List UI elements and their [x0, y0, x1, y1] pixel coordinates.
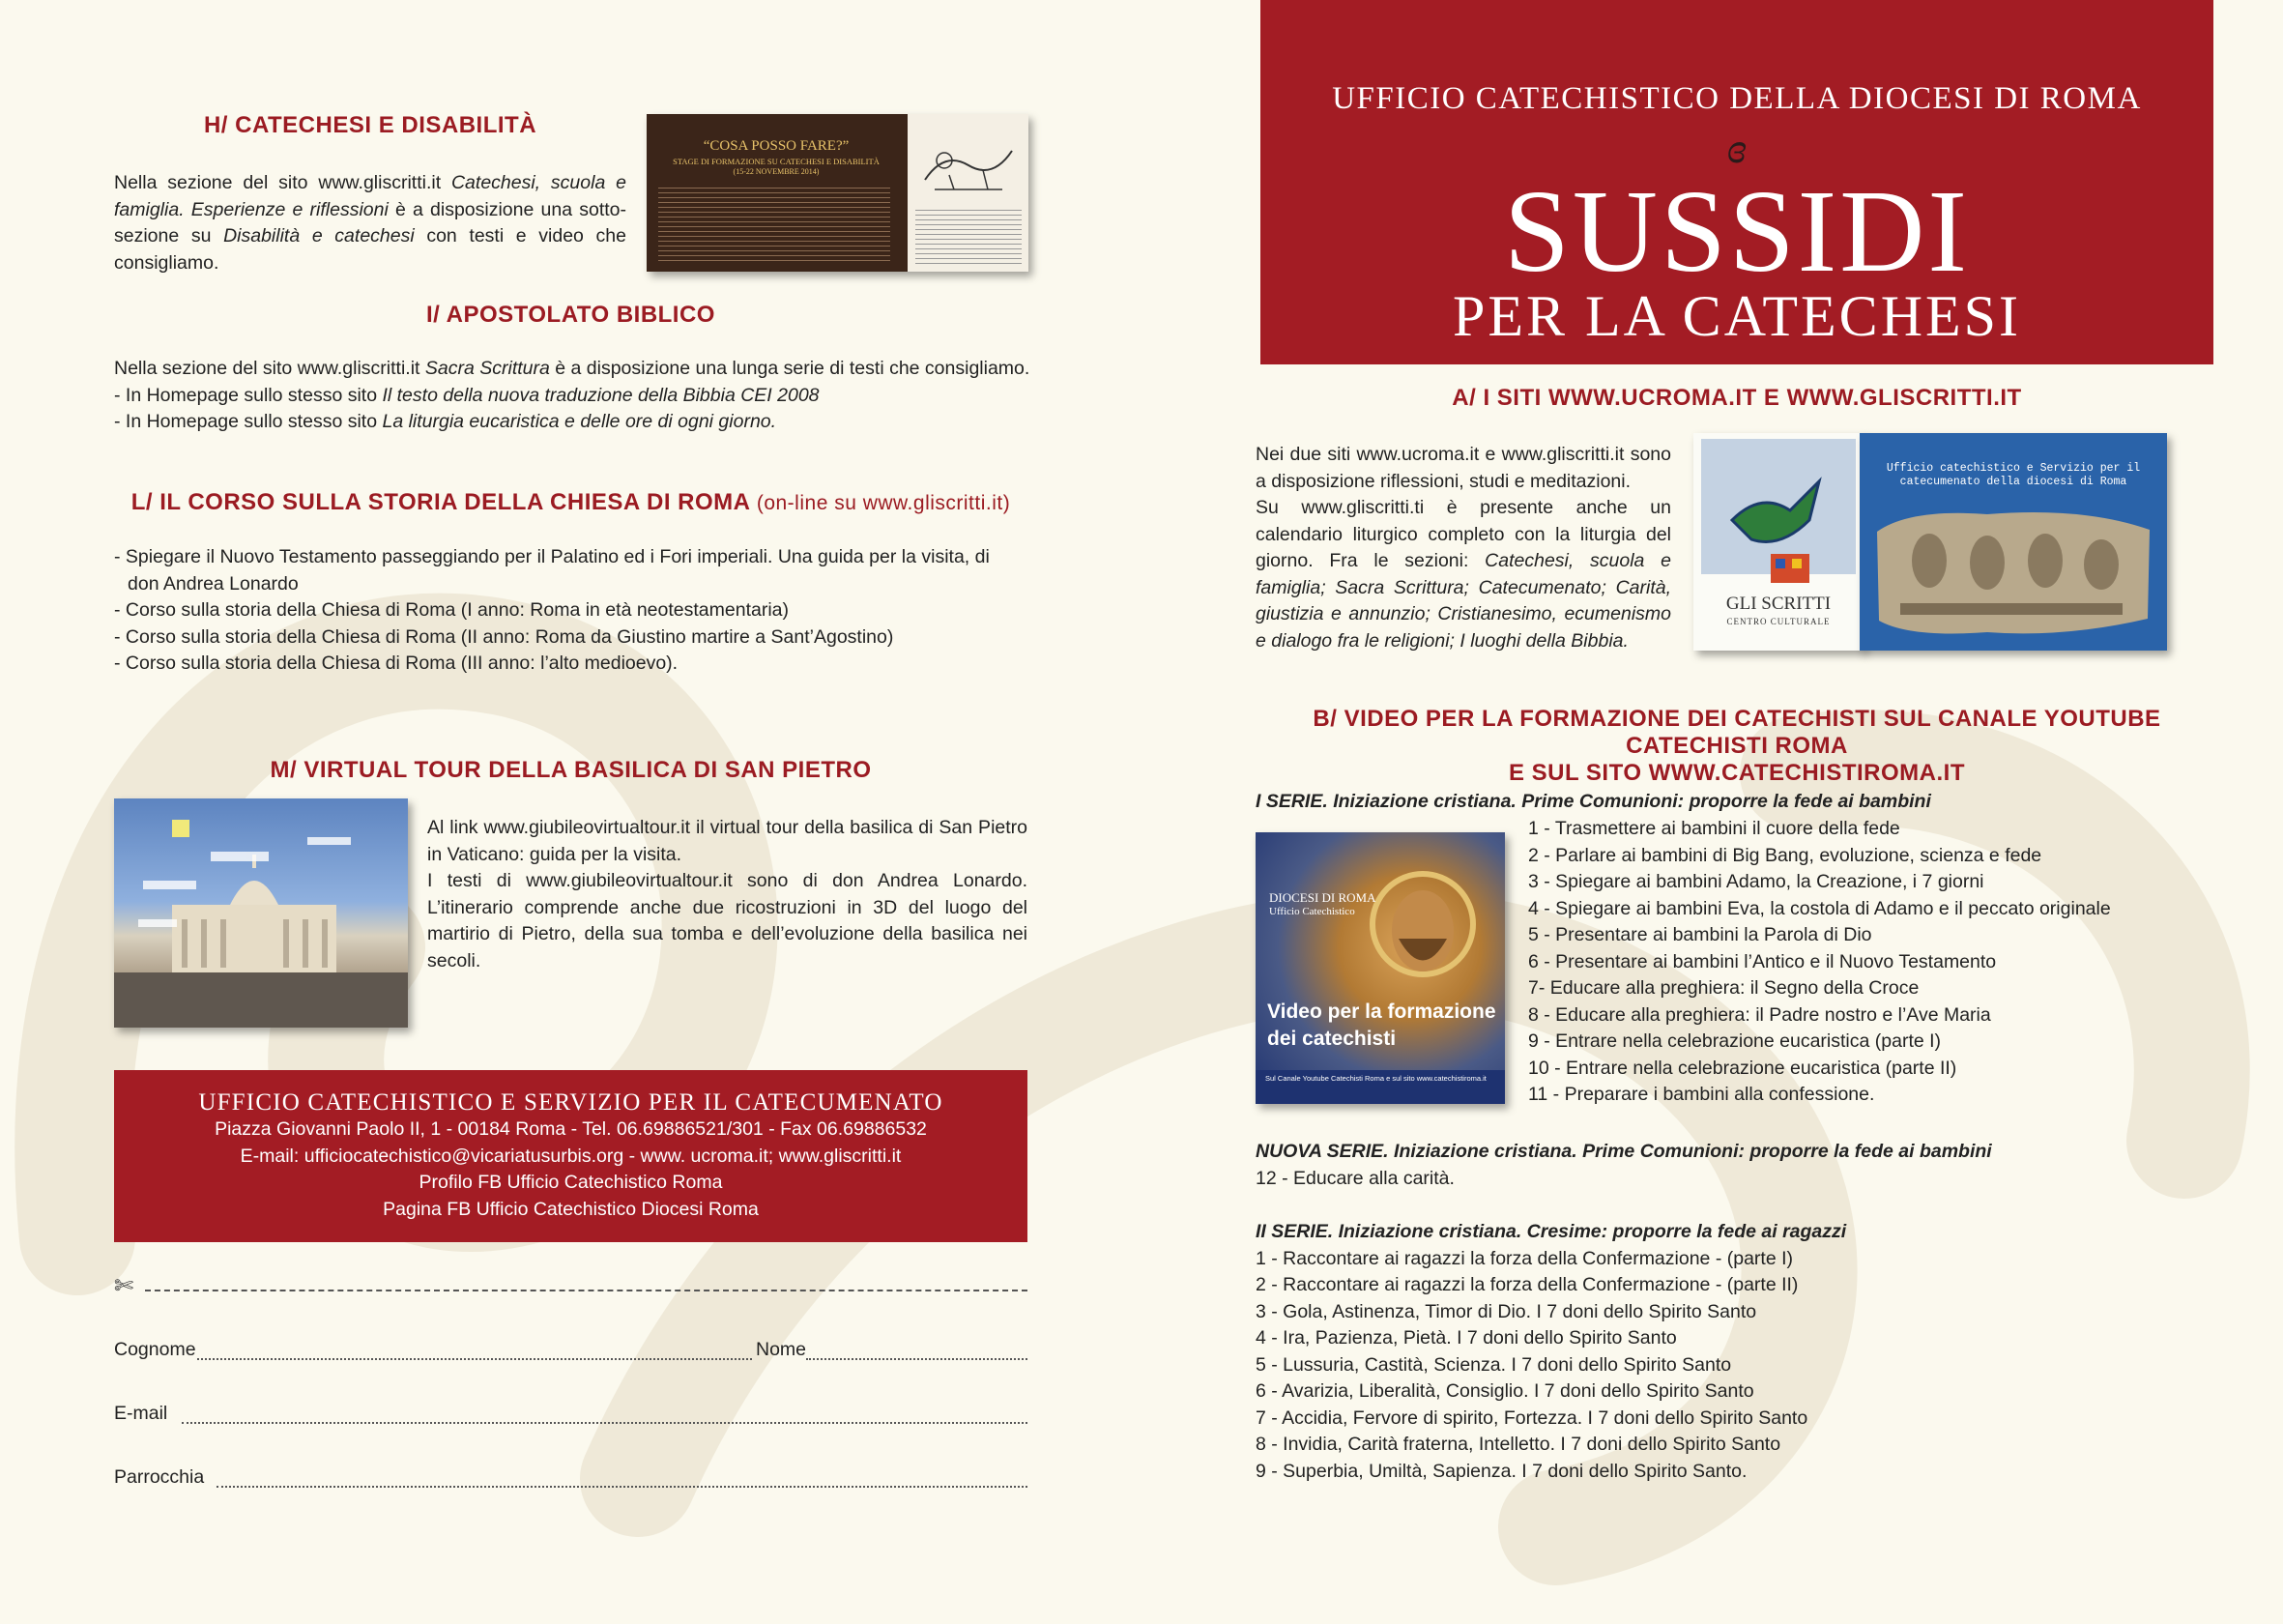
parrocchia-row	[114, 1466, 1027, 1494]
section-l-title	[114, 489, 1027, 516]
list-item: 11 - Preparare i bambini alla confessione.	[1528, 1084, 1875, 1105]
section-l-list	[114, 544, 1027, 678]
email-row	[114, 1403, 1027, 1430]
cut-line	[114, 1272, 1027, 1301]
list-item: 3 - Spiegare ai bambini Adamo, la Creazione, i 7 giorni	[1528, 871, 1984, 892]
list-item: don Andrea Lonardo	[128, 572, 299, 594]
contact-line: Pagina FB Ufficio Catechistico Diocesi Roma	[383, 1198, 759, 1220]
list-item: 10 - Entrare nella celebrazione eucaristica (parte II)	[1528, 1057, 1957, 1079]
cognome-label: Cognome	[114, 1339, 196, 1360]
list-item: 8 - Invidia, Carità fraterna, Intelletto. I 7 doni dello Spirito Santo	[1256, 1434, 1781, 1455]
poster-title: “COSA POSSO FARE?”	[703, 138, 850, 154]
m-text-para: I testi di www.giubileovirtualtour.it sono di don Andrea Lonardo. L’itinerario comprende anche due ricostruzioni in 3D del luogo del martirio di Pietro, della sua tomba e dell’evoluzione della basilica nei secoli.	[427, 870, 1027, 972]
dvd-line1: DIOCESI DI ROMA	[1269, 890, 1376, 905]
email-field[interactable]	[182, 1422, 1027, 1424]
i-text-italic: Sacra Scrittura	[424, 358, 550, 379]
stained-glass-art	[1713, 472, 1848, 588]
i-text-part: Nella sezione del sito www.gliscritti.it	[114, 358, 425, 379]
dvd-title2: dei catechisti	[1267, 1028, 1397, 1050]
nuova-serie-title: NUOVA SERIE. Iniziazione cristiana. Prime Comunioni: proporre la fede ai bambini	[1256, 1141, 1992, 1162]
m-text-para: Al link www.giubileovirtualtour.it il virtual tour della basilica di San Pietro in Vaticano: guida per la visita.	[427, 817, 1027, 865]
dvd-foot: Sul Canale Youtube Catechisti Roma e sul sito www.catechistiroma.it	[1265, 1074, 1487, 1083]
h-text-italic: Catechesi, scuola e famiglia. Esperienze e riflessioni	[114, 172, 626, 220]
poster-side-text	[915, 206, 1022, 264]
cognome-nome-row	[114, 1339, 1027, 1366]
ucroma-cover-line: Ufficio catechistico e Servizio per il	[1886, 462, 2141, 475]
list-item: - Corso sulla storia della Chiesa di Roma (I anno: Roma in età neotestamentaria)	[114, 599, 790, 621]
section-i-title: I/ APOSTOLATO BIBLICO	[426, 302, 715, 328]
i-text-italic: La liturgia eucaristica e delle ore di ogni giorno.	[382, 411, 777, 432]
gli-scritti-logo: GLI SCRITTI	[1725, 594, 1832, 614]
banner-title: SUSSIDI	[1503, 166, 1970, 297]
ucroma-cover	[1860, 433, 2167, 651]
banner-title-2: PER LA CATECHESI	[1452, 284, 2022, 348]
section-i-text	[114, 356, 1030, 436]
scissors-icon: ✄	[114, 1272, 134, 1299]
list-item: 6 - Presentare ai bambini l’Antico e il Nuovo Testamento	[1528, 950, 1997, 972]
serie2	[1256, 1219, 2212, 1485]
list-item: 9 - Superbia, Umiltà, Sapienza. I 7 doni dello Spirito Santo.	[1256, 1460, 1748, 1482]
header-banner	[1260, 0, 2213, 364]
b-title-line: B/ VIDEO PER LA FORMAZIONE DEI CATECHISTI SUL CANALE YOUTUBE CATECHISTI ROMA	[1313, 706, 2161, 759]
poster-program-text	[658, 184, 890, 263]
dvd-cover	[1256, 832, 1505, 1104]
list-item: - Corso sulla storia della Chiesa di Roma (II anno: Roma da Giustino martire a Sant’Agostino)	[114, 625, 894, 648]
list-item: 12 - Educare alla carità.	[1256, 1167, 1455, 1189]
disability-stage-poster	[647, 114, 1028, 272]
h-text-part: è a disposizione una sotto-sezione su	[114, 198, 626, 246]
list-item: - Corso sulla storia della Chiesa di Roma (III anno: l’alto medioevo).	[114, 652, 679, 674]
list-item: 5 - Lussuria, Castità, Scienza. I 7 doni dello Spirito Santo	[1256, 1353, 1732, 1376]
list-item: 5 - Presentare ai bambini la Parola di Dio	[1528, 924, 1872, 945]
nuova-serie	[1256, 1139, 2212, 1192]
h-text-italic: Disabilità e catechesi	[223, 225, 415, 246]
contact-box	[114, 1070, 1027, 1242]
i-text-italic: Il testo della nuova traduzione della Bibbia CEI 2008	[382, 384, 820, 406]
ucroma-cover-text	[1873, 462, 2153, 489]
list-item: 2 - Raccontare ai ragazzi la forza della Confermazione - (parte II)	[1256, 1274, 1799, 1295]
l-title-link: (on-line su www.gliscritti.it)	[750, 492, 1011, 514]
list-item: 7- Educare alla preghiera: il Segno della Croce	[1528, 977, 1920, 999]
serie1-list	[1528, 816, 2205, 1109]
contact-line: Piazza Giovanni Paolo II, 1 - 00184 Roma - Tel. 06.69886521/301 - Fax 06.69886532	[215, 1118, 927, 1140]
poster-dates: (15-22 NOVEMBRE 2014)	[733, 167, 820, 176]
section-a-title: A/ I SITI WWW.UCROMA.IT E WWW.GLISCRITTI.IT	[1452, 385, 2022, 411]
section-m-text	[427, 815, 1027, 974]
list-item: - Spiegare il Nuovo Testamento passeggiando per il Palatino ed i Fori imperiali. Una guida per la visita, di	[114, 546, 990, 567]
basilica-drawing	[114, 798, 408, 1028]
section-h-text	[114, 170, 626, 276]
a-text-para: Nei due siti www.ucroma.it e www.gliscritti.it sono a disposizione riflessioni, studi e meditazioni.	[1256, 444, 1671, 492]
poster-subtitle: STAGE DI FORMAZIONE SU CATECHESI E DISABILITÀ	[673, 157, 880, 166]
section-h-title: H/ CATECHESI E DISABILITÀ	[203, 112, 537, 138]
list-item: 8 - Educare alla preghiera: il Padre nostro e l’Ave Maria	[1528, 1003, 1991, 1026]
section-a-text	[1256, 442, 1671, 654]
serie1-title: I SERIE. Iniziazione cristiana. Prime Comunioni: proporre la fede ai bambini	[1256, 791, 1931, 812]
list-item: 6 - Avarizia, Liberalità, Consiglio. I 7 doni dello Spirito Santo	[1256, 1380, 1754, 1402]
list-item: 2 - Parlare ai bambini di Big Bang, evoluzione, scienza e fede	[1528, 844, 2042, 866]
contact-title: UFFICIO CATECHISTICO E SERVIZIO PER IL CATECUMENATO	[198, 1089, 943, 1116]
list-item: 4 - Ira, Pazienza, Pietà. I 7 doni dello Spirito Santo	[1256, 1327, 1677, 1348]
nome-label: Nome	[756, 1339, 807, 1360]
section-m-title: M/ VIRTUAL TOUR DELLA BASILICA DI SAN PIETRO	[270, 757, 872, 783]
nome-field[interactable]	[806, 1358, 1027, 1360]
email-label: E-mail	[114, 1403, 168, 1424]
list-item: 9 - Entrare nella celebrazione eucaristica (parte I)	[1528, 1030, 1942, 1052]
christ-icon	[1360, 871, 1486, 997]
a-text-italic: Catechesi, scuola e famiglia; Sacra Scrittura; Catecumenato; Carità, giustizia e annunzio; Cristianesimo, ecumenismo e dialogo fra le religioni; I luoghi della Bibbia.	[1256, 550, 1671, 652]
i-text-part: - In Homepage sullo stesso sito	[114, 384, 383, 406]
poster-illustration	[915, 122, 1022, 199]
contact-line: E-mail: ufficiocatechistico@vicariatusurbis.org - www. ucroma.it; www.gliscritti.it	[240, 1145, 902, 1167]
i-text-part: - In Homepage sullo stesso sito	[114, 411, 383, 432]
st-peter-photo	[114, 798, 408, 1028]
list-item: 1 - Trasmettere ai bambini il cuore della fede	[1528, 818, 1900, 839]
section-b-title	[1260, 706, 2213, 787]
a-text-part: Su www.gliscritti.ti è presente anche un calendario liturgico completo con la liturgia del giorno. Fra le sezioni:	[1256, 497, 1671, 571]
list-item: 7 - Accidia, Fervore di spirito, Fortezza. I 7 doni dello Spirito Santo	[1256, 1406, 1808, 1429]
list-item: 4 - Spiegare ai bambini Eva, la costola di Adamo e il peccato originale	[1528, 897, 2111, 919]
contact-line: Profilo FB Ufficio Catechistico Roma	[419, 1172, 723, 1193]
ornament-icon: ɞ	[1726, 125, 1748, 172]
i-text-part: è a disposizione una lunga serie di testi che consigliamo.	[549, 358, 1030, 379]
banner-subtitle: UFFICIO CATECHISTICO DELLA DIOCESI DI ROMA	[1332, 81, 2142, 116]
gli-scritti-cover	[1693, 433, 1864, 651]
parrocchia-field[interactable]	[217, 1486, 1027, 1488]
list-item: 3 - Gola, Astinenza, Timor di Dio. I 7 doni dello Spirito Santo	[1256, 1300, 1757, 1322]
h-text-part: con testi e video che consigliamo.	[114, 225, 626, 274]
cognome-field[interactable]	[197, 1358, 752, 1360]
gli-scritti-sub: CENTRO CULTURALE	[1726, 617, 1831, 626]
l-title-main: L/ IL CORSO SULLA STORIA DELLA CHIESA DI ROMA	[130, 489, 751, 515]
dvd-line2: Ufficio Catechistico	[1269, 906, 1355, 917]
parrocchia-label: Parrocchia	[114, 1466, 205, 1488]
list-item: 1 - Raccontare ai ragazzi la forza della Confermazione - (parte I)	[1256, 1247, 1793, 1269]
serie2-title: II SERIE. Iniziazione cristiana. Cresime: proporre la fede ai ragazzi	[1256, 1221, 1847, 1242]
h-text-part: Nella sezione del sito www.gliscritti.it	[114, 172, 451, 193]
dashed-line	[145, 1290, 1027, 1291]
sarcophagus-relief	[1871, 503, 2155, 644]
b-title-line: E SUL SITO WWW.CATECHISTIROMA.IT	[1509, 760, 1965, 786]
ucroma-cover-line: catecumenato della diocesi di Roma	[1899, 476, 2127, 488]
dvd-title1: Video per la formazione	[1267, 1000, 1496, 1023]
